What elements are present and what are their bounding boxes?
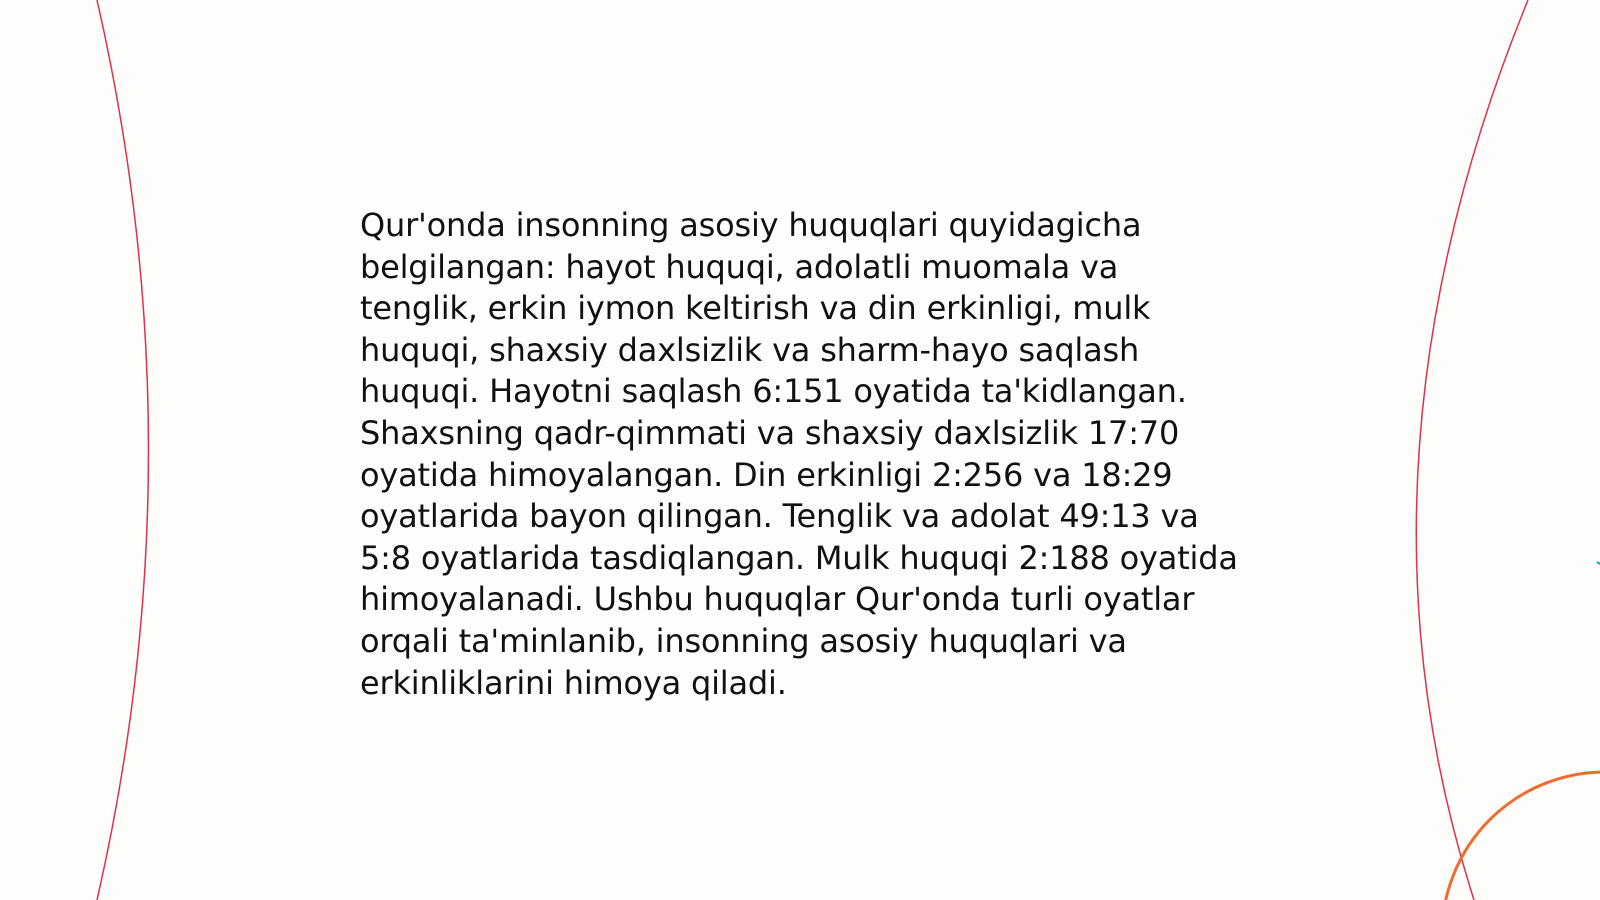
right-curve-line [1416,0,1528,900]
left-curve-line [97,0,149,900]
orange-circle-accent [1442,772,1600,900]
slide-body-text: Qur'onda insonning asosiy huquqlari quyidagicha belgilangan: hayot huquqi, adolatli muomala va tenglik, erkin iymon keltirish va din erkinligi, mulk huquqi, shaxsiy daxlsizlik va sharm-hayo saqlash huquqi. Hayotni saqlash 6:151 oyatida ta'kidlangan. Shaxsning qadr-qimmati va shaxsiy daxlsizlik 17:70 oyatida himoyalangan. Din erkinligi 2:256 va 18:29 oyatlarida bayon qilingan. Tenglik va adolat 49:13 va 5:8 oyatlarida tasdiqlangan. Mulk huquqi 2:188 oyatida himoyalanadi. Ushbu huquqlar Qur'onda turli oyatlar orqali ta'minlanib, insonning asosiy huquqlari va erkinliklarini himoya qiladi. [360,206,1238,702]
